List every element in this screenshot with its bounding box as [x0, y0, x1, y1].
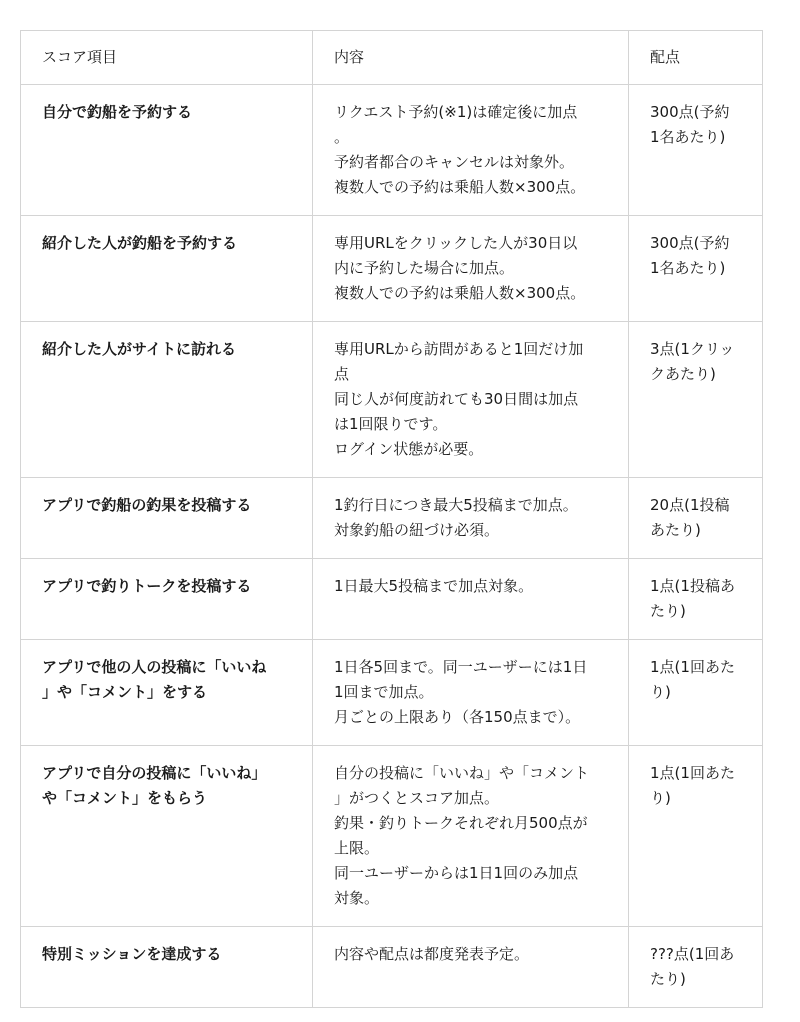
header-points: 配点: [629, 31, 763, 85]
cell-text-line: 内容や配点は都度発表予定。: [334, 945, 530, 963]
cell-content: [313, 85, 629, 216]
cell-text-line: 300点(予約: [650, 103, 730, 121]
cell-points: [629, 322, 763, 478]
table-header: [21, 31, 763, 85]
cell-text-line: 予約者都合のキャンセルは対象外。: [334, 153, 575, 171]
table-body: [21, 85, 763, 1008]
cell-text-line: 釣果・釣りトークそれぞれ月500点が: [334, 814, 588, 832]
cell-text-line: 1日最大5投稿まで加点対象。: [334, 577, 534, 595]
cell-text-line: や「コメント」をもらう: [42, 789, 208, 807]
cell-points: [629, 478, 763, 559]
table-row: [21, 478, 763, 559]
cell-text-line: 自分の投稿に「いいね」や「コメント: [334, 764, 590, 782]
cell-content: [313, 478, 629, 559]
table-row: [21, 640, 763, 746]
cell-text-line: 同一ユーザーからは1日1回のみ加点: [334, 864, 579, 882]
cell-text-line: 1釣行日につき最大5投稿まで加点。: [334, 496, 578, 514]
header-row: [21, 31, 763, 85]
cell-text-line: 複数人での予約は乗船人数×300点。: [334, 284, 586, 302]
cell-text-line: 上限。: [334, 839, 380, 857]
table-row: [21, 85, 763, 216]
cell-text-line: ???点(1回あ: [650, 945, 735, 963]
table-row: [21, 927, 763, 1008]
cell-text-line: 20点(1投稿: [650, 496, 730, 514]
cell-text-line: リクエスト予約(※1)は確定後に加点: [334, 103, 578, 121]
cell-text-line: 300点(予約: [650, 234, 730, 252]
cell-text-line: 3点(1クリッ: [650, 340, 735, 358]
cell-content: [313, 640, 629, 746]
cell-points: [629, 216, 763, 322]
cell-score-item: [21, 85, 313, 216]
cell-text-line: あたり): [650, 521, 701, 539]
table-row: [21, 322, 763, 478]
cell-points: [629, 927, 763, 1008]
header-content: 内容: [313, 31, 629, 85]
cell-text-line: 対象。: [334, 889, 380, 907]
score-table: [20, 30, 763, 1008]
cell-points: [629, 85, 763, 216]
cell-content: [313, 927, 629, 1008]
cell-text-line: 」や「コメント」をする: [42, 683, 208, 701]
cell-score-item: [21, 559, 313, 640]
cell-text-line: り): [650, 683, 671, 701]
cell-text-line: 」がつくとスコア加点。: [334, 789, 500, 807]
cell-text-line: 専用URLをクリックした人が30日以: [334, 234, 578, 252]
cell-text-line: 点: [334, 365, 350, 383]
cell-text-line: 専用URLから訪問があると1回だけ加: [334, 340, 584, 358]
cell-text-line: 1回まで加点。: [334, 683, 434, 701]
cell-score-item: [21, 746, 313, 927]
cell-text-line: アプリで自分の投稿に「いいね」: [42, 764, 267, 782]
cell-text-line: 自分で釣船を予約する: [42, 103, 193, 121]
cell-text-line: 同じ人が何度訪れても30日間は加点: [334, 390, 579, 408]
cell-text-line: ログイン状態が必要。: [334, 440, 484, 458]
cell-text-line: 対象釣船の紐づけ必須。: [334, 521, 500, 539]
cell-score-item: [21, 216, 313, 322]
cell-text-line: アプリで他の人の投稿に「いいね: [42, 658, 267, 676]
cell-text-line: 1名あたり): [650, 128, 726, 146]
cell-points: [629, 559, 763, 640]
cell-text-line: 紹介した人がサイトに訪れる: [42, 340, 236, 358]
cell-content: [313, 216, 629, 322]
table-row: [21, 559, 763, 640]
cell-text-line: 内に予約した場合に加点。: [334, 259, 515, 277]
table-row: [21, 216, 763, 322]
cell-text-line: 。: [334, 128, 350, 146]
cell-text-line: たり): [650, 970, 686, 988]
cell-text-line: 1点(1回あた: [650, 658, 735, 676]
cell-score-item: [21, 478, 313, 559]
cell-text-line: 1日各5回まで。同一ユーザーには1日: [334, 658, 588, 676]
cell-points: [629, 746, 763, 927]
cell-score-item: [21, 640, 313, 746]
cell-points: [629, 640, 763, 746]
cell-content: [313, 322, 629, 478]
cell-text-line: 紹介した人が釣船を予約する: [42, 234, 238, 252]
cell-text-line: アプリで釣りトークを投稿する: [42, 577, 252, 595]
cell-text-line: 複数人での予約は乗船人数×300点。: [334, 178, 586, 196]
cell-score-item: [21, 927, 313, 1008]
header-score-item: スコア項目: [21, 31, 313, 85]
cell-text-line: 月ごとの上限あり（各150点まで）。: [334, 708, 581, 726]
cell-text-line: 1点(1回あた: [650, 764, 735, 782]
cell-text-line: 1点(1投稿あ: [650, 577, 735, 595]
cell-text-line: たり): [650, 602, 686, 620]
cell-text-line: り): [650, 789, 671, 807]
cell-score-item: [21, 322, 313, 478]
cell-text-line: 1名あたり): [650, 259, 726, 277]
cell-content: [313, 746, 629, 927]
cell-text-line: アプリで釣船の釣果を投稿する: [42, 496, 252, 514]
cell-text-line: クあたり): [650, 365, 716, 383]
cell-text-line: 特別ミッションを達成する: [42, 945, 222, 963]
table-row: [21, 746, 763, 927]
cell-text-line: は1回限りです。: [334, 415, 448, 433]
cell-content: [313, 559, 629, 640]
